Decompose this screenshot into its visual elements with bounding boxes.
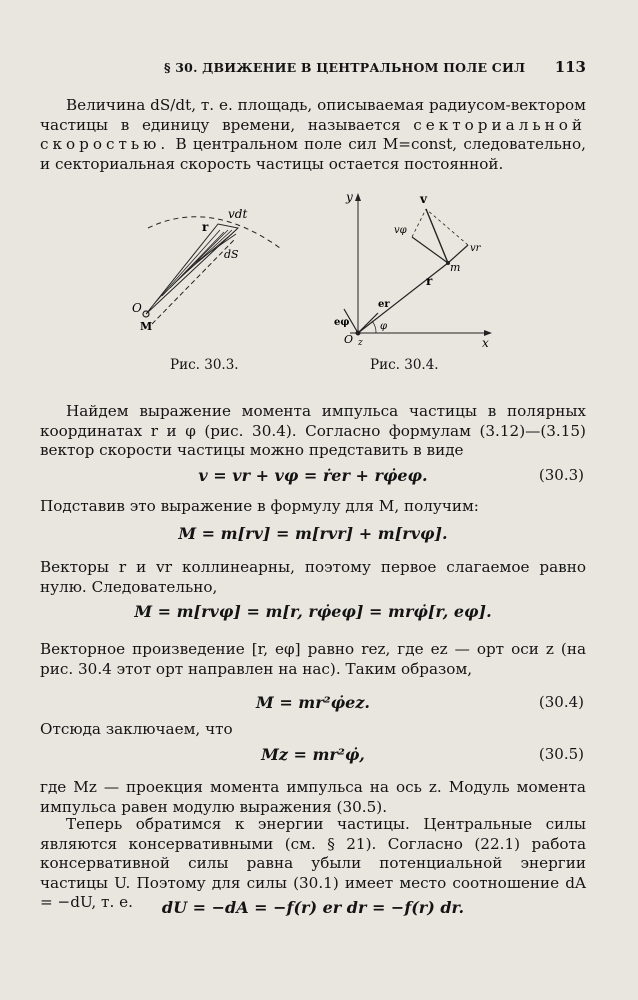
paragraph-conclude: Отсюда заключаем, что (40, 720, 233, 738)
paragraph-collinear: Векторы r и vr коллинеарны, поэтому первое слагаемое равно нулю. Следовательно, (40, 558, 586, 596)
fig1-label-ds: dS (224, 248, 239, 261)
fig1-label-m: M (140, 320, 153, 333)
fig1-label-r: r (202, 220, 209, 234)
equation-momentum-phi-expr: M = m[rvφ] = m[r, rφ̇eφ] = mrφ̇[r, eφ]. (134, 602, 492, 621)
paragraph-polar-coordinates: Найдем выражение момента импульса частицы в полярных координатах r и φ (рис. 30.4). Согласно формулам (3.12)—(3.15) вектор скорости частицы можно представить в виде (40, 402, 586, 460)
page-number: 113 (554, 58, 586, 76)
equation-30-5 (40, 745, 586, 769)
fig2-label-v-r: vr (470, 243, 481, 254)
p1-rest: В центральном поле сил M=const, следовательно, и секториальная скорость частицы остается постоянной. (40, 135, 586, 173)
paragraph-projection: где Mz — проекция момента импульса на ось z. Модуль момента импульса равен модулю выражения (30.5). (40, 778, 586, 816)
equation-30-4-expr: M = mr²φ̇ez. (256, 693, 370, 712)
equation-30-4-number: (30.4) (538, 693, 584, 711)
equation-momentum-split-expr: M = m[rv] = m[rvr] + m[rvφ]. (178, 524, 448, 543)
equation-momentum-phi (40, 602, 586, 626)
figure-30-4-caption: Рис. 30.4. (370, 357, 439, 373)
fig2-label-o: O (344, 333, 354, 346)
section-title: § 30. ДВИЖЕНИЕ В ЦЕНТРАЛЬНОМ ПОЛЕ СИЛ (164, 60, 526, 75)
equation-momentum-split (40, 524, 586, 548)
fig2-label-v-phi: vφ (394, 225, 407, 236)
fig2-label-x: x (482, 336, 489, 350)
fig2-label-v: v (420, 192, 427, 206)
equation-30-4 (40, 693, 586, 717)
equation-potential-energy (40, 898, 586, 922)
figure-30-3 (120, 198, 290, 348)
paragraph-sectorial-velocity (40, 96, 586, 174)
fig2-label-m: m (450, 261, 461, 274)
equation-30-5-number: (30.5) (538, 745, 584, 763)
equation-30-5-expr: Mz = mr²φ̇, (261, 745, 365, 764)
figure-30-4 (330, 185, 500, 350)
fig1-label-o: O (132, 301, 142, 315)
paragraph-substitute: Подставив это выражение в формулу для M, получим: (40, 497, 479, 515)
fig1-label-vdt: vdt (228, 207, 248, 221)
equation-30-3 (40, 466, 586, 490)
p1-spaced-term: секториальной скоростью. (40, 115, 587, 154)
fig2-label-z: z (358, 338, 363, 348)
equation-30-3-expr: v = vr + vφ = ṙer + rφ̇eφ. (198, 466, 428, 485)
equation-potential-energy-expr: dU = −dA = −f(r) er dr = −f(r) dr. (161, 898, 465, 917)
running-header (40, 58, 600, 80)
figure-30-3-caption: Рис. 30.3. (170, 357, 239, 373)
fig2-label-y: y (346, 190, 353, 204)
fig2-label-e-r: er (378, 299, 390, 310)
paragraph-vector-product: Векторное произведение [r, eφ] равно rez, где ez — орт оси z (на рис. 30.4 этот орт направлен на нас). Таким образом, (40, 640, 586, 678)
paragraph-energy: Теперь обратимся к энергии частицы. Центральные силы являются консервативными (см. § 21). Согласно (22.1) работа консервативной силы равна убыли потенциальной энергии частицы U. Поэтому для силы (30.1) имеет место соотношение dA = −dU, т. е. (40, 815, 586, 912)
fig2-label-e-phi: eφ (334, 317, 350, 328)
fig2-label-r: r (426, 274, 433, 288)
equation-30-3-number: (30.3) (538, 466, 584, 484)
fig2-label-phi: φ (380, 321, 388, 332)
p1-text: Величина dS/dt, т. е. площадь, описываемая радиусом-вектором частицы в единицу времени, называется (40, 96, 586, 134)
